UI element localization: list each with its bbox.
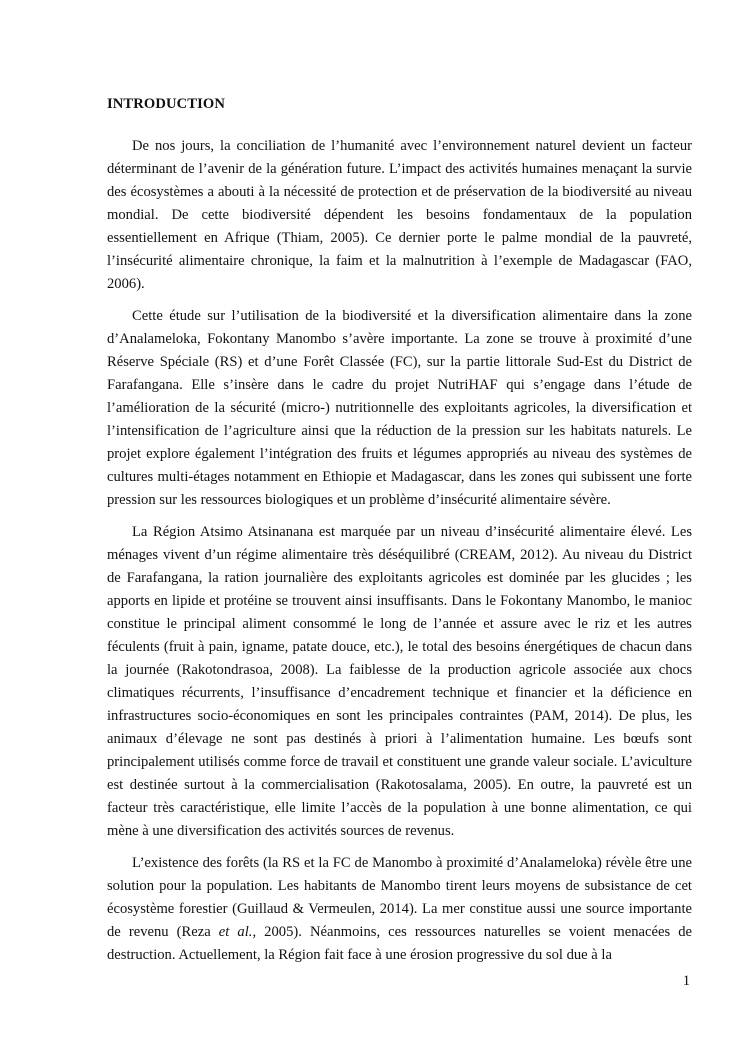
paragraph-4-emphasis: et al. [218,924,253,940]
page-number: 1 [682,973,690,989]
paragraph-1: De nos jours, la conciliation de l’humanité avec l’environnement naturel devient un facteur déterminant de l’avenir de la génération future. L’impact des activités humaines menaçant la survie des écosystèmes a abouti à la nécessité de protection et de préservation de la biodiversité au niveau mondial. De cette biodiversité dépendent les besoins fondamentaux de la population essentiellement en Afrique (Thiam, 2005). Ce dernier porte le palme mondial de la pauvreté, l’insécurité alimentaire chronique, la faim et la malnutrition à l’exemple de Madagascar (FAO, 2006). [107,138,692,292]
body-text [107,135,692,976]
paragraph-4-text-after: , 2005). Néanmoins, ces ressources naturelles se voient menacées de destruction. Actuellement, la Région fait face à une érosion progressive du sol due à la [107,924,693,963]
paragraph-2: Cette étude sur l’utilisation de la biodiversité et la diversification alimentaire dans la zone d’Analameloka, Fokontany Manombo s’avère importante. La zone se trouve à proximité d’une Réserve Spéciale (RS) et d’une Forêt Classée (FC), sur la partie littorale Sud-Est du District de Farafangana. Elle s’insère dans le cadre du projet NutriHAF qui s’engage dans l’étude de l’amélioration de la sécurité (micro-) nutritionnelle des exploitants agricoles, la diversification et l’intensification de l’agriculture ainsi que la réduction de la pression sur les habitats naturels. Le projet explore également l’intégration des fruits et légumes appropriés au niveau des systèmes de cultures multi-étages notamment en Ethiopie et Madagascar, dans les zones qui subissent une forte pression sur les ressources biologiques et un problème d’insécurité alimentaire sévère. [107,308,692,508]
section-heading: INTRODUCTION [107,96,225,112]
paragraph-4 [107,852,692,967]
paragraph-4-text-before: L’existence des forêts (la RS et la FC de Manombo à proximité d’Analameloka) révèle être une solution pour la population. Les habitants de Manombo tirent leurs moyens de subsistance de cet écosystème forestier (Guillaud & Vermeulen, 2014). La mer constitue aussi une source importante de revenu (Reza [107,855,692,940]
paragraph-3: La Région Atsimo Atsinanana est marquée par un niveau d’insécurité alimentaire élevé. Les ménages vivent d’un régime alimentaire très déséquilibré (CREAM, 2012). Au niveau du District de Farafangana, la ration journalière des exploitants agricoles est dominée par les glucides ; les apports en lipide et protéine se trouvent ainsi insuffisants. Dans le Fokontany Manombo, le manioc constitue le principal aliment consommé le long de l’année et assure avec le riz et les autres féculents (fruit à pain, igname, patate douce, etc.), le total des besoins énergétiques de chacun dans la journée (Rakotondrasoa, 2008). La faiblesse de la production agricole associée aux chocs climatiques récurrents, l’insuffisance d’encadrement technique et financier et la déficience en infrastructures socio-économiques en sont les principales contraintes (PAM, 2014). De plus, les animaux d’élevage ne sont pas destinés à priori à l’alimentation humaine. Les bœufs sont principalement utilisés comme force de travail et constituent une grande valeur sociale. L’aviculture est destinée surtout à la commercialisation (Rakotosalama, 2005). En outre, la pauvreté est un facteur très caractéristique, elle limite l’accès de la population à une bonne alimentation, ce qui mène à une diversification des activités sources de revenus. [107,524,692,839]
